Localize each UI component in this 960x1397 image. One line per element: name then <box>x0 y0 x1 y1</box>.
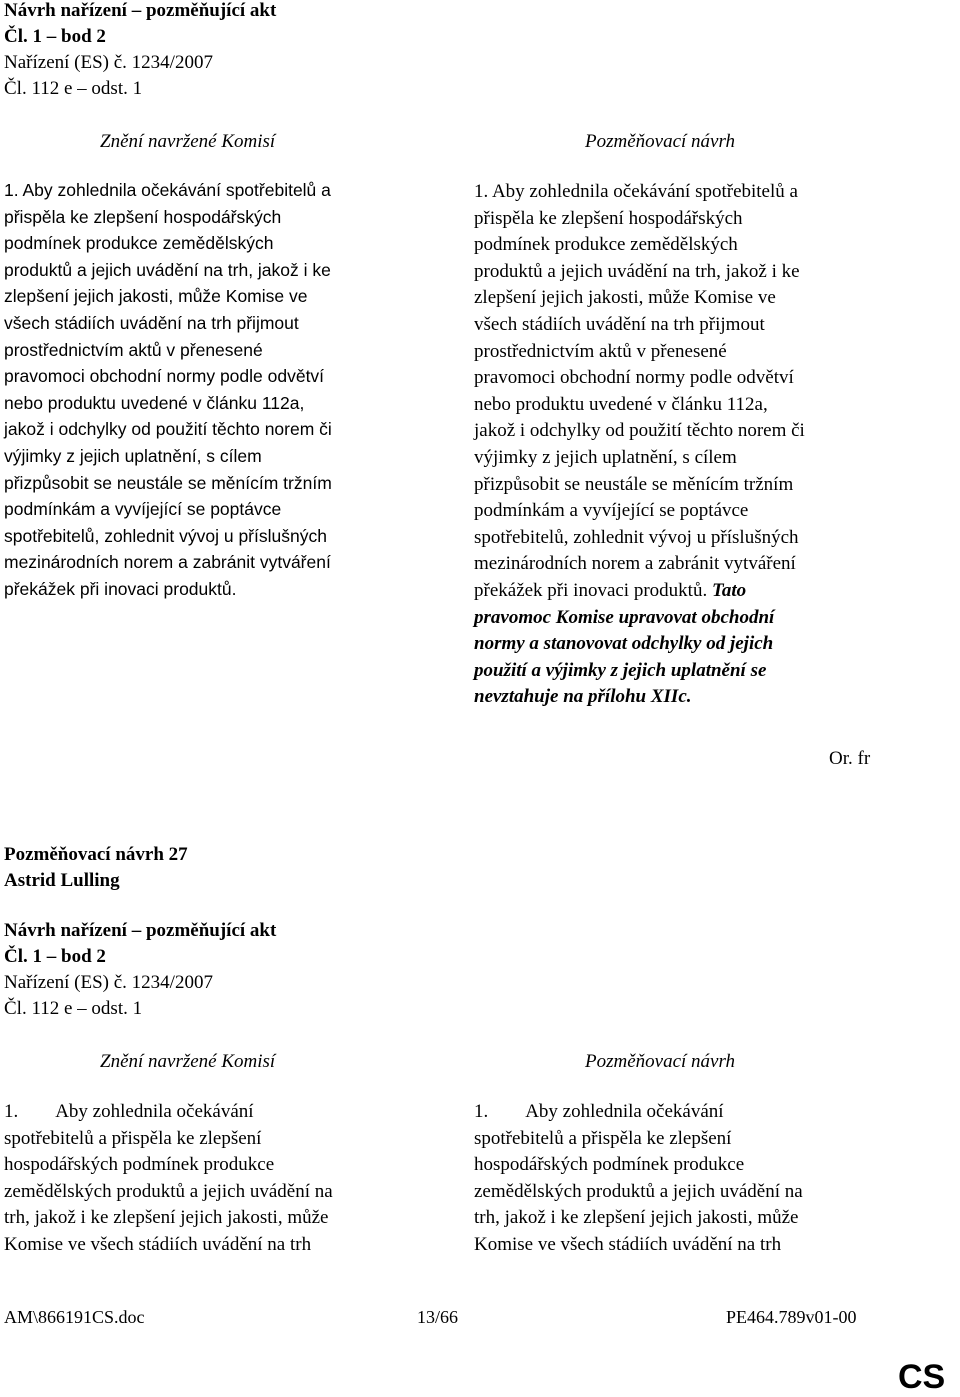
text-line: prostřednictvím aktů v přenesené <box>474 340 727 362</box>
text-line: spotřebitelů a přispěla ke zlepšení <box>474 1127 732 1149</box>
text-line: všech stádiích uvádění na trh přijmout <box>474 313 765 335</box>
text-line: prostřednictvím aktů v přenesené <box>4 339 263 360</box>
text-line: přizpůsobit se neustále se měnícím tržním <box>474 473 794 495</box>
amendment-text-block1 <box>474 179 805 711</box>
text-line: Komise ve všech stádiích uvádění na trh <box>4 1233 312 1255</box>
text-line: mezinárodních norem a zabránit vytváření <box>474 553 796 575</box>
footer-page-number: 13/66 <box>417 1307 459 1327</box>
text-line: všech stádiích uvádění na trh přijmout <box>4 312 299 333</box>
text-line: použití a výjimky z jejich uplatnění se <box>474 659 767 681</box>
text-line: trh, jakož i ke zlepšení jejich jakosti, může <box>474 1207 799 1229</box>
text-line: zemědělských produktů a jejich uvádění na <box>4 1180 333 1202</box>
text-line: trh, jakož i ke zlepšení jejich jakosti, může <box>4 1207 329 1229</box>
text-line: jakož i odchylky od použití těchto norem či <box>4 419 332 440</box>
amendment-header: Pozměňovací návrh <box>585 131 736 152</box>
text-line: produktů a jejich uvádění na trh, jakož i ke <box>474 260 800 282</box>
text-line: 1. Aby zohlednila očekávání <box>4 1101 254 1122</box>
language-code: CS <box>898 1358 946 1396</box>
text-line: nevztahuje na přílohu XIIc. <box>474 686 692 708</box>
commission-text-header-2: Znění navržené Komisí <box>100 1051 276 1072</box>
draft-heading-2: Návrh nařízení – pozměňující akt <box>4 920 277 941</box>
regulation-ref-2: Nařízení (ES) č. 1234/2007 <box>4 972 213 993</box>
commission-text-block2 <box>4 1099 333 1259</box>
footer-reference: PE464.789v01-00 <box>726 1307 857 1327</box>
text-line: výjimky z jejich uplatnění, s cílem <box>474 446 737 468</box>
text-line: podmínkám a vyvíjející se poptávce <box>474 500 749 522</box>
text-line: 1. Aby zohlednila očekávání <box>474 1101 724 1122</box>
text-line: přispěla ke zlepšení hospodářských <box>474 207 743 229</box>
text-line: zlepšení jejich jakosti, může Komise ve <box>4 286 308 307</box>
text-line: spotřebitelů, zohlednit vývoj u příslušných <box>4 525 327 546</box>
amendment-header-2: Pozměňovací návrh <box>585 1051 736 1072</box>
commission-text-block1 <box>4 177 332 603</box>
text-line: podmínek produkce zemědělských <box>4 233 274 254</box>
amendment-text-line: překážek při inovaci produktů. Tato <box>474 579 747 601</box>
text-line: hospodářských podmínek produkce <box>474 1154 745 1176</box>
text-line: podmínkám a vyvíjející se poptávce <box>4 499 282 520</box>
text-line: 1. Aby zohlednila očekávání spotřebitelů a <box>474 181 798 202</box>
text-line: pravomoc Komise upravovat obchodní <box>474 606 775 628</box>
text-line: pravomoci obchodní normy podle odvětví <box>474 367 794 389</box>
article-ref: Čl. 1 – bod 2 <box>4 26 106 47</box>
text-line: přizpůsobit se neustále se měnícím tržním <box>4 472 332 493</box>
text-line: hospodářských podmínek produkce <box>4 1154 275 1176</box>
text-line: nebo produktu uvedené v článku 112a, <box>4 392 305 413</box>
amendment-author: Astrid Lulling <box>4 870 120 891</box>
text-line: 1. Aby zohlednila očekávání spotřebitelů a <box>4 180 331 200</box>
amendment-text-block2 <box>474 1099 803 1259</box>
commission-text-header: Znění navržené Komisí <box>100 131 276 152</box>
footer-doc-id: AM\866191CS.doc <box>4 1307 145 1327</box>
text-line: podmínek produkce zemědělských <box>474 234 738 256</box>
text-line: normy a stanovovat odchylky od jejich <box>474 633 774 655</box>
paragraph-ref: Čl. 112 e – odst. 1 <box>4 78 143 99</box>
text-line: Komise ve všech stádiích uvádění na trh <box>474 1233 782 1255</box>
text-line: spotřebitelů, zohlednit vývoj u příslušných <box>474 526 799 548</box>
text-line: spotřebitelů a přispěla ke zlepšení <box>4 1127 262 1149</box>
text-line: pravomoci obchodní normy podle odvětví <box>4 366 325 387</box>
text-line: zemědělských produktů a jejich uvádění na <box>474 1180 803 1202</box>
original-language: Or. fr <box>829 748 871 769</box>
text-line: jakož i odchylky od použití těchto norem či <box>474 420 805 442</box>
article-ref-2: Čl. 1 – bod 2 <box>4 946 106 967</box>
text-line: nebo produktu uvedené v článku 112a, <box>474 393 768 415</box>
text-line: produktů a jejich uvádění na trh, jakož i ke <box>4 259 331 280</box>
text-line: překážek při inovaci produktů. <box>4 578 237 599</box>
text-line: mezinárodních norem a zabránit vytváření <box>4 552 331 573</box>
text-line: výjimky z jejich uplatnění, s cílem <box>4 445 262 466</box>
draft-heading: Návrh nařízení – pozměňující akt <box>4 0 277 21</box>
regulation-ref: Nařízení (ES) č. 1234/2007 <box>4 52 213 73</box>
amendment-title: Pozměňovací návrh 27 <box>4 844 188 865</box>
text-line: přispěla ke zlepšení hospodářských <box>4 206 282 227</box>
paragraph-ref-2: Čl. 112 e – odst. 1 <box>4 998 143 1019</box>
added-text: Tato <box>711 579 747 601</box>
text-line: zlepšení jejich jakosti, může Komise ve <box>474 287 776 309</box>
